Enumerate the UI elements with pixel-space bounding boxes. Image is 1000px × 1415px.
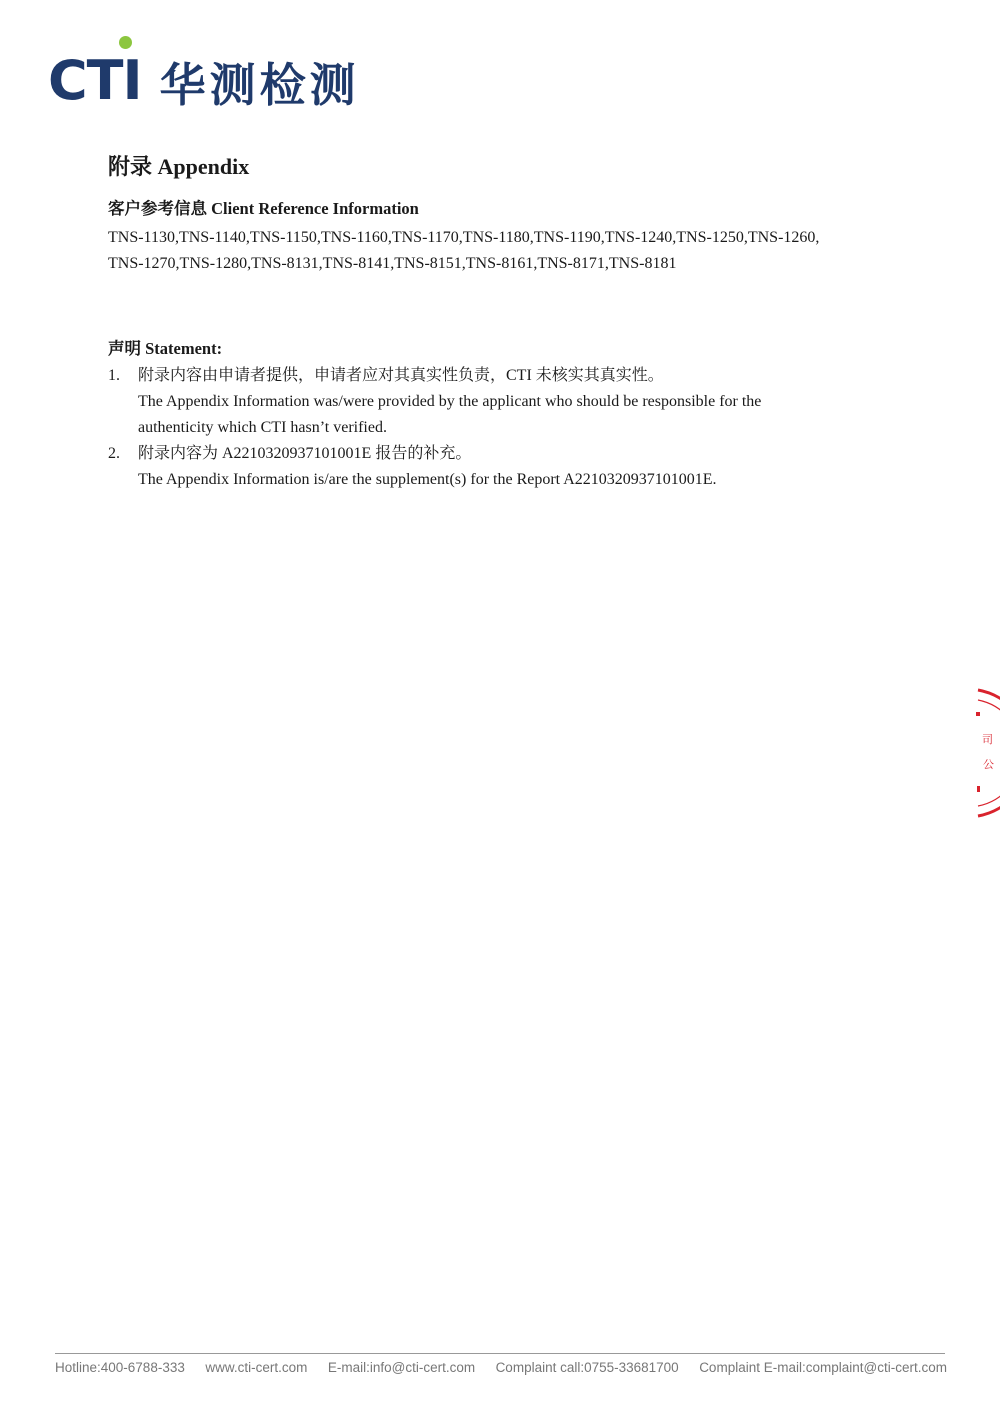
client-ref-heading: 客户参考信息 Client Reference Information xyxy=(108,199,419,218)
footer-website[interactable]: www.cti-cert.com xyxy=(205,1360,308,1375)
footer xyxy=(55,1360,947,1375)
statement-item xyxy=(108,363,908,441)
svg-text:司: 司 xyxy=(982,733,993,746)
statement-title: 声明 Statement: xyxy=(108,339,223,358)
statement-item-cn: 附录内容为 A2210320937101001E 报告的补充。 xyxy=(138,445,472,462)
footer-divider xyxy=(55,1353,945,1354)
logo-cti-text: CTI xyxy=(48,49,142,112)
cti-logo xyxy=(48,38,360,112)
statement-item-en-line-1: The Appendix Information was/were provided by the applicant who should be responsible for the xyxy=(138,393,762,410)
statement-item-number: 1. xyxy=(108,367,120,384)
statement-item xyxy=(108,441,908,493)
logo-green-dot xyxy=(119,36,132,49)
client-ref-line-2: TNS-1270,TNS-1280,TNS-8131,TNS-8141,TNS-8151,TNS-8161,TNS-8171,TNS-8181 xyxy=(108,255,677,272)
svg-text:公: 公 xyxy=(983,758,994,771)
footer-email[interactable]: E-mail:info@cti-cert.com xyxy=(327,1360,476,1375)
logo-cn-text: 华测检测 xyxy=(159,58,360,112)
footer-hotline: Hotline:400-6788-333 xyxy=(55,1360,185,1375)
appendix-title: 附录 Appendix xyxy=(108,154,250,179)
statement-item-number: 2. xyxy=(108,445,120,462)
document-body xyxy=(108,150,908,493)
footer-complaint-call: Complaint call:0755-33681700 xyxy=(495,1360,679,1375)
footer-complaint-email[interactable]: Complaint E-mail:complaint@cti-cert.com xyxy=(699,1360,947,1375)
statement-item-en-line-2: authenticity which CTI hasn’t verified. xyxy=(138,419,387,436)
company-seal-stamp xyxy=(974,688,1000,818)
statement-item-en-line-1: The Appendix Information is/are the supplement(s) for the Report A2210320937101001E. xyxy=(138,471,717,488)
statement-item-cn: 附录内容由申请者提供，申请者应对其真实性负责，CTI 未核实其真实性。 xyxy=(138,367,664,384)
client-ref-line-1: TNS-1130,TNS-1140,TNS-1150,TNS-1160,TNS-1170,TNS-1180,TNS-1190,TNS-1240,TNS-1250,TNS-1260, xyxy=(108,229,820,246)
